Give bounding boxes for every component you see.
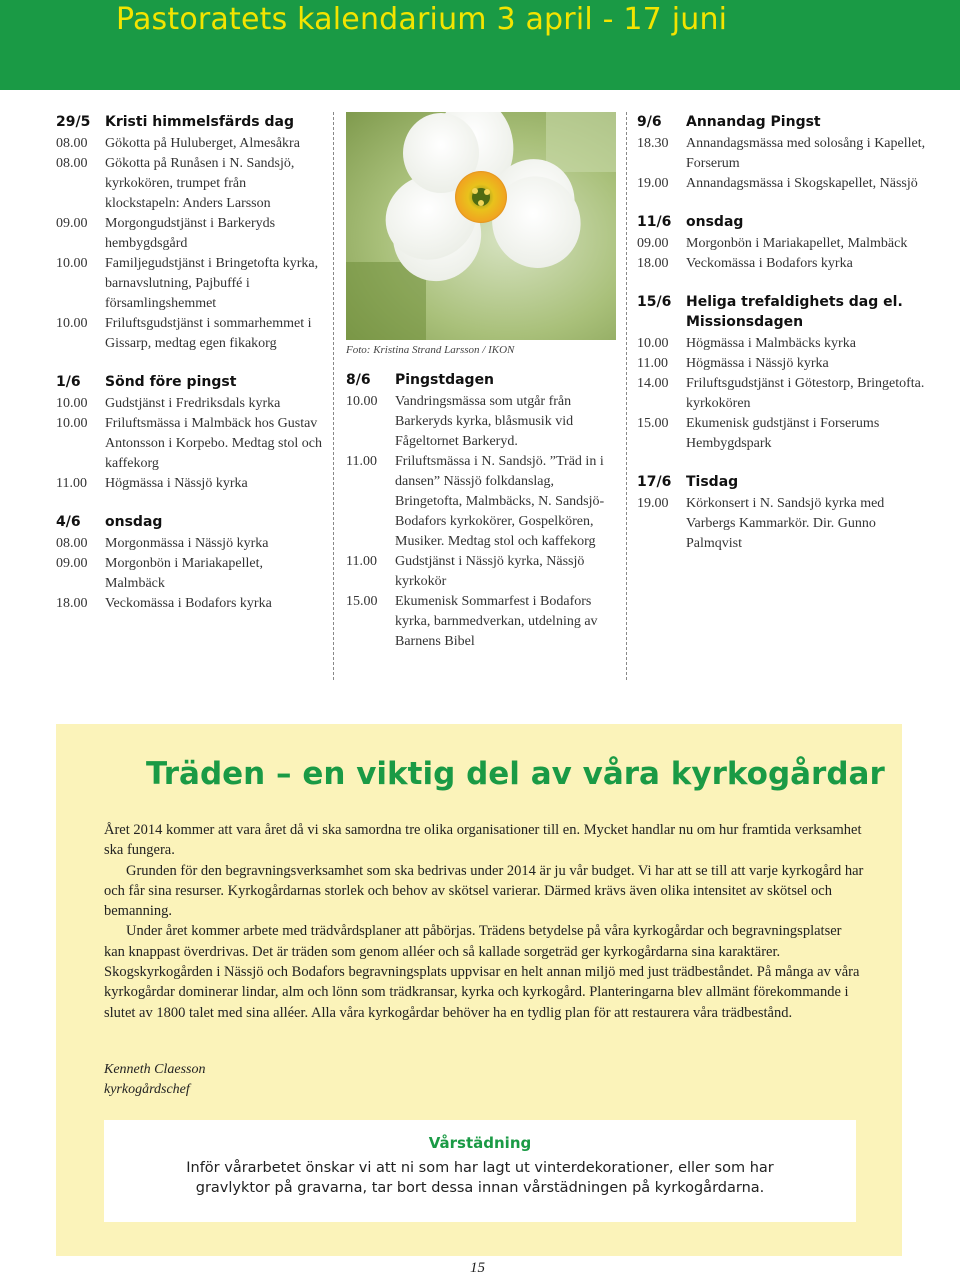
article-panel [56, 724, 902, 1256]
event-text: Gökotta på Huluberget, Almesåkra [105, 136, 300, 151]
calendar-day [637, 292, 927, 454]
event-text: Annandagsmässa i Skogskapellet, Nässjö [686, 176, 918, 191]
narcissus-photo [346, 112, 616, 340]
calendar-day [637, 112, 927, 194]
event-text: Ekumenisk gudstjänst i Forserums Hembygdspark [686, 416, 880, 451]
event-text: Morgonbön i Mariakapellet, Malmbäck [105, 556, 263, 591]
event-row [637, 414, 927, 454]
column-divider [333, 112, 334, 680]
event-text: Högmässa i Malmbäcks kyrka [686, 336, 856, 351]
event-time: 11.00 [56, 476, 87, 491]
day-heading [637, 292, 927, 332]
day-date: 15/6 [637, 294, 672, 310]
event-text: Morgonmässa i Nässjö kyrka [105, 536, 269, 551]
day-heading [56, 372, 322, 392]
event-time: 10.00 [346, 394, 378, 409]
event-time: 19.00 [637, 176, 669, 191]
event-row [637, 174, 927, 194]
event-time: 15.00 [346, 594, 378, 609]
event-row [56, 254, 322, 314]
event-text: Morgongudstjänst i Barkeryds hembygdsgård [105, 216, 276, 251]
calendar-column-3 [637, 112, 927, 572]
event-row [346, 452, 616, 552]
event-time: 10.00 [637, 336, 669, 351]
flower-image [346, 112, 616, 340]
column-divider [626, 112, 627, 680]
event-row [637, 254, 927, 274]
event-row [637, 334, 927, 354]
event-time: 18.00 [637, 256, 669, 271]
event-text: Ekumenisk Sommarfest i Bodafors kyrka, barnmedverkan, utdelning av Barnens Bibel [395, 594, 598, 649]
event-text: Annandagsmässa med solosång i Kapellet, Forserum [686, 136, 926, 171]
day-title: Tisdag [686, 474, 739, 490]
day-date: 4/6 [56, 514, 81, 530]
event-text: Högmässa i Nässjö kyrka [686, 356, 829, 371]
day-date: 17/6 [637, 474, 672, 490]
event-row [346, 592, 616, 652]
event-time: 11.00 [346, 554, 377, 569]
event-row [637, 234, 927, 254]
event-row [56, 214, 322, 254]
article-body [104, 820, 864, 1023]
event-text: Högmässa i Nässjö kyrka [105, 476, 248, 491]
event-text: Friluftsgudstjänst i sommarhemmet i Gissarp, medtag egen fikakorg [105, 316, 312, 351]
event-row [56, 594, 322, 614]
day-heading [637, 212, 927, 232]
calendar-day [637, 472, 927, 554]
signature-role: kyrkogårdschef [104, 1082, 190, 1097]
event-row [56, 474, 322, 494]
event-row [56, 314, 322, 354]
event-row [56, 394, 322, 414]
page-number: 15 [470, 1260, 485, 1276]
event-row [56, 154, 322, 214]
calendar-day [56, 372, 322, 494]
calendar-day [637, 212, 927, 274]
event-text: Gudstjänst i Fredriksdals kyrka [105, 396, 281, 411]
event-text: Gudstjänst i Nässjö kyrka, Nässjö kyrkokör [395, 554, 585, 589]
calendar-column-2-days [346, 370, 616, 652]
calendar-day [56, 112, 322, 354]
event-time: 19.00 [637, 496, 669, 511]
event-time: 10.00 [56, 256, 88, 271]
event-text: Morgonbön i Mariakapellet, Malmbäck [686, 236, 908, 251]
day-date: 1/6 [56, 374, 81, 390]
box-text: Inför vårarbetet önskar vi att ni som har lagt ut vinterdekorationer, eller som har gravlyktor på gravarna, tar bort dessa innan vårstädningen på kyrkogårdarna. [186, 1160, 774, 1196]
event-text: Friluftsmässa i N. Sandsjö. ”Träd in i dansen” Nässjö folkdanslag, Bringetofta, Malmbäcks, N. Sandsjö-Bodafors kyrkokörer, Gospelkören, Musiker. Medtag stol och kaffekorg [395, 454, 605, 549]
day-date: 29/5 [56, 114, 91, 130]
signature-name: Kenneth Claesson [104, 1062, 206, 1077]
event-row [346, 392, 616, 452]
event-text: Friluftsmässa i Malmbäck hos Gustav Antonsson i Korpebo. Medtag stol och kaffekorg [105, 416, 322, 471]
event-row [346, 552, 616, 592]
event-time: 18.30 [637, 136, 669, 151]
event-time: 18.00 [56, 596, 88, 611]
event-row [56, 414, 322, 474]
page-title: Pastoratets kalendarium 3 april - 17 juni [116, 2, 728, 37]
event-row [637, 134, 927, 174]
event-text: Familjegudstjänst i Bringetofta kyrka, barnavslutning, Pajbuffé i församlingshemmet [105, 256, 319, 311]
article-paragraph: Året 2014 kommer att vara året då vi ska samordna tre olika organisationer till en. Mycket handlar nu om hur framtida verksamhet ska fungera. [104, 822, 862, 859]
header-banner [0, 0, 960, 90]
event-row [56, 134, 322, 154]
event-time: 08.00 [56, 536, 88, 551]
spring-cleaning-box [104, 1120, 856, 1222]
event-row [56, 554, 322, 594]
photo-caption: Foto: Kristina Strand Larsson / IKON [346, 344, 515, 356]
event-row [637, 374, 927, 414]
event-text: Veckomässa i Bodafors kyrka [686, 256, 853, 271]
day-date: 9/6 [637, 114, 662, 130]
event-time: 09.00 [637, 236, 669, 251]
event-time: 08.00 [56, 136, 88, 151]
calendar-column-2 [346, 112, 616, 670]
article-paragraph: Under året kommer arbete med trädvårdsplaner att påbörjas. Trädens betydelse på våra kyrkogårdar och begravningsplatser kan knappast överdrivas. Det är träden som genom alléer och så kallade sorgeträd ger kyrkogårdarna sina karaktärer. Skogskyrkogården i Nässjö och Bodafors begravningsplats uppvisar en helt annan miljö med just trädbeståndet. På många av våra kyrkogårdar dominerar lindar, alm och lönn som trädkransar, kyrka och kyrkogård. Planteringarna blev allmänt förekommande i slutet av 1800 talet med sina alléer. Alla våra kyrkogårdar behöver ha en tydlig plan för att restaurera våra trädbestånd. [104, 923, 860, 1021]
event-time: 09.00 [56, 216, 88, 231]
day-title: Sönd före pingst [105, 374, 237, 390]
event-time: 10.00 [56, 316, 88, 331]
event-time: 10.00 [56, 416, 88, 431]
day-title: Annandag Pingst [686, 114, 821, 130]
event-text: Körkonsert i N. Sandsjö kyrka med Varbergs Kammarkör. Dir. Gunno Palmqvist [686, 496, 885, 551]
event-row [56, 534, 322, 554]
calendar-column-1 [56, 112, 322, 632]
calendar-day [346, 370, 616, 652]
day-title: Pingstdagen [395, 372, 495, 388]
day-heading [56, 512, 322, 532]
event-row [637, 494, 927, 554]
event-text: Gökotta på Runåsen i N. Sandsjö, kyrkokören, trumpet från klockstapeln: Anders Larsson [105, 156, 295, 211]
calendar-day [56, 512, 322, 614]
day-title: Kristi himmelsfärds dag [105, 114, 294, 130]
event-row [637, 354, 927, 374]
day-heading [637, 472, 927, 492]
day-title: onsdag [105, 514, 163, 530]
event-text: Veckomässa i Bodafors kyrka [105, 596, 272, 611]
signature [104, 1060, 206, 1100]
day-date: 8/6 [346, 372, 371, 388]
event-time: 14.00 [637, 376, 669, 391]
event-time: 11.00 [637, 356, 668, 371]
day-title: onsdag [686, 214, 744, 230]
day-heading [346, 370, 616, 390]
article-paragraph: Grunden för den begravningsverksamhet som ska bedrivas under 2014 är ju vår budget. Vi har att se till att varje kyrkogård har och får sina resurser. Kyrkogårdarnas storlek och behov av skötsel varierar. Därmed krävs även olika intensitet av skötsel och bemanning. [104, 862, 864, 920]
event-time: 11.00 [346, 454, 377, 469]
event-time: 15.00 [637, 416, 669, 431]
day-title: Heliga trefaldighets dag el. Missionsdagen [686, 294, 903, 330]
event-text: Friluftsgudstjänst i Götestorp, Bringetofta. kyrkokören [686, 376, 925, 411]
box-title: Vårstädning [428, 1134, 532, 1152]
day-heading [56, 112, 322, 132]
event-text: Vandringsmässa som utgår från Barkeryds kyrka, blåsmusik vid Fågeltornet Barkeryd. [395, 394, 574, 449]
day-heading [637, 112, 927, 132]
article-title: Träden – en viktig del av våra kyrkogårdar [146, 756, 885, 792]
event-time: 10.00 [56, 396, 88, 411]
event-time: 08.00 [56, 156, 88, 171]
day-date: 11/6 [637, 214, 672, 230]
event-time: 09.00 [56, 556, 88, 571]
